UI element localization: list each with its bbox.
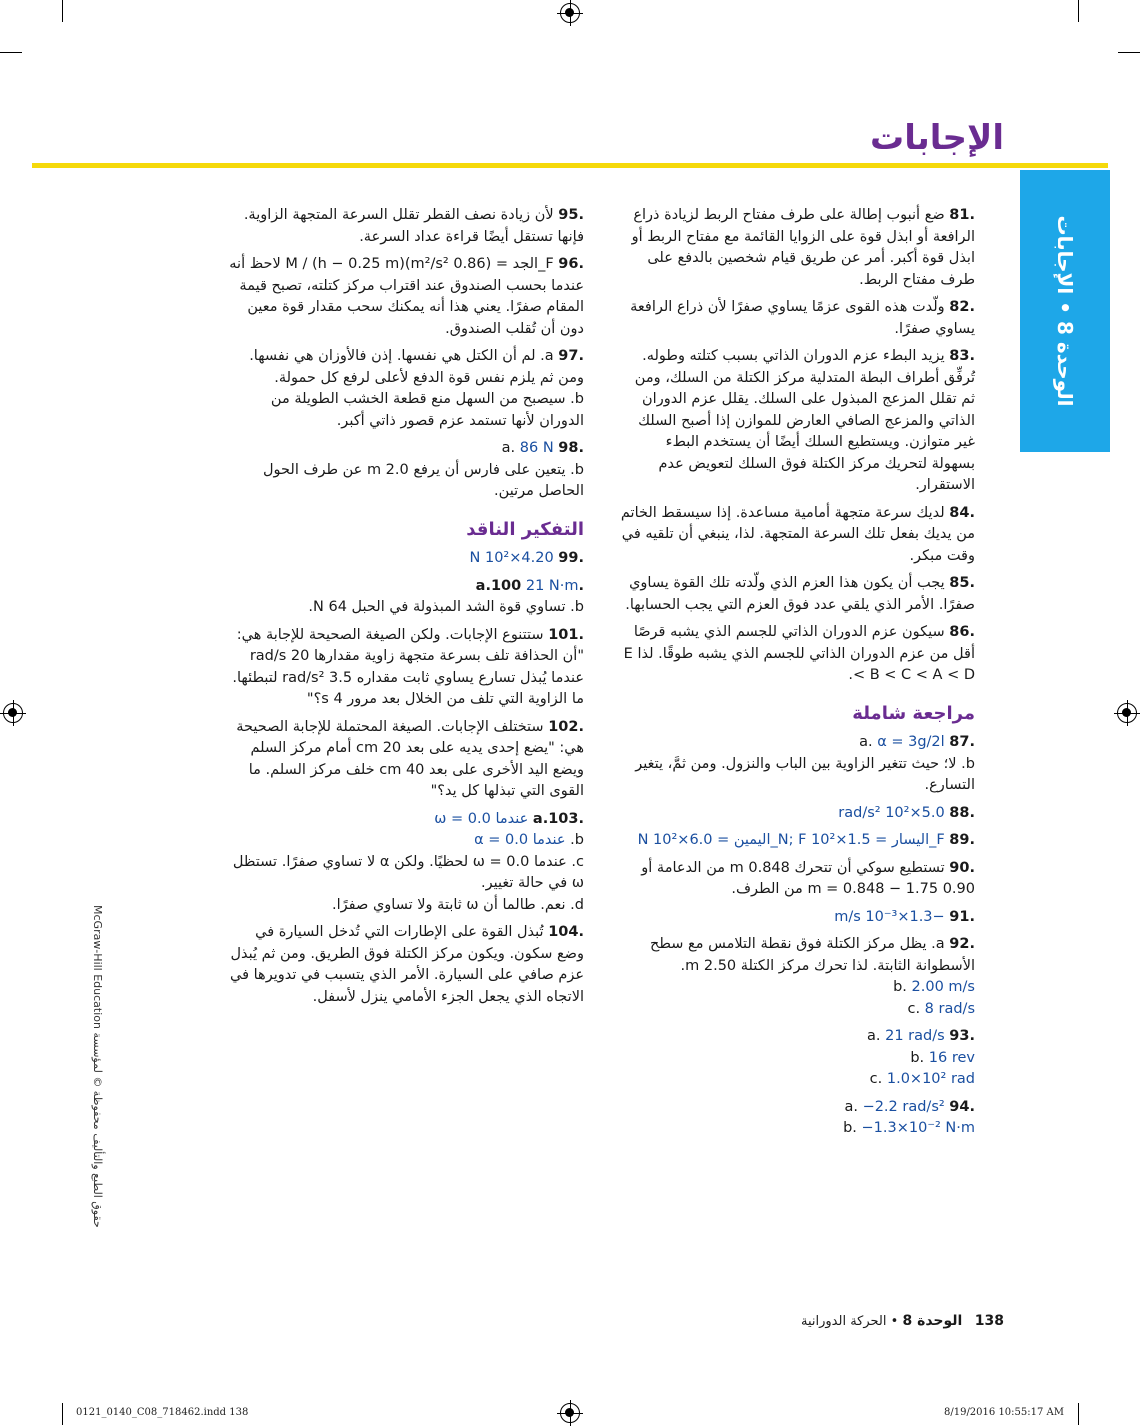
answer-item: .84 لديك سرعة متجهة أمامية مساعدة. إذا سيسقط الخاتم من يديك بفعل تلك السرعة المتجهة. لذا، ينبغي أن تلقيه في وقت مبكر. xyxy=(620,504,975,564)
answer-item: .89 F_اليسار = 1.5×10² N; F_اليمين = 6.0×10² N xyxy=(637,832,975,848)
answer-item: .95 لأن زيادة نصف القطر تقلل السرعة المتجهة الزاوية. فإنها تستقل أيضًا قراءة عداد السرعة. xyxy=(243,207,584,245)
registration-mark-bottom xyxy=(560,1403,580,1423)
answer-item: .a.100 21 N·m b. تساوي قوة الشد المبذولة في الحبل 64 N. xyxy=(308,577,584,615)
answer-item: .97 a. لم أن الكتل هي نفسها. إذن فالأوزان هي نفسها. ومن ثم يلزم نفس قوة الدفع لأعلى لرفع كل حمولة. b. سيصبح من السهل منع قطعة الخشب الطويلة من الدوران لأنها تستمد عزم قصور ذاتي أكبر. xyxy=(249,348,584,429)
footer-unit: الوحدة 8 xyxy=(902,1313,963,1329)
answer-item: .91 −1.3×10⁻³ m/s xyxy=(834,908,975,925)
answer-item: .101 ستتنوع الإجابات. ولكن الصيغة الصحيحة للإجابة هي: "أن الحذافة تلف بسرعة متجهة زاوية مقدارها 20 rad/s عندما يُبذل تسارع يساوي ثابت مقداره 3.5 rad/s² لتبطئها. ما الزاوية التي تلف من الخلال بعد مرور 4 s؟" xyxy=(232,626,584,707)
answer-item: .82 ولّدت هذه القوى عزمًا يساوي صفرًا لأن ذراع الرافعة يساوي صفرًا. xyxy=(630,299,975,337)
slug-date: 8/19/2016 10:55:17 AM xyxy=(943,1407,1064,1418)
answer-item: .99 4.20×10² N xyxy=(469,550,584,566)
answer-item: .98 a. 86 N b. يتعين على فارس أن يرفع 2.0 m عن طرف الحول الحاصل مرتين. xyxy=(263,440,584,499)
right-column xyxy=(620,205,975,1146)
side-tab xyxy=(1020,170,1110,452)
page-footer: 138 الوحدة 8 • الحركة الدورانية xyxy=(801,1313,1004,1329)
section-heading: التفكير الناقد xyxy=(466,518,584,540)
answer-item: .92 a. يظل مركز الكتلة فوق نقطة التلامس مع سطح الأسطوانة الثابتة. لذا تحرك مركز الكتلة 2.50 m. b. 2.00 m/s c. 8 rad/s xyxy=(650,936,975,1017)
side-tab-label: الوحدة 8 • الإجابات xyxy=(1053,215,1077,407)
answer-item: .96 F_الجد = (0.86 m²/s²)M / (h − 0.25 m) لاحظ أنه عندما بحسب الصندوق عند اقتراب مركز كتلته، تصبح قيمة المقام صفرًا. يعني هذا أنه يمكنك سحب مقدار قوة معين دون أن تُقلب الصندوق. xyxy=(229,256,584,337)
registration-mark-right xyxy=(1117,703,1137,723)
slug-file: 0121_0140_C08_718462.indd 138 xyxy=(76,1407,249,1418)
answer-item: .a.103 عندما ω = 0.0 b. عندما α = 0.0 c. عندما ω = 0.0 لحظيًا. ولكن α لا تساوي صفرًا. تستظل ω في حالة تغيير. d. نعم. طالما أن ω ثابتة ولا تساوي صفرًا. xyxy=(232,810,584,913)
answer-item: .93 a. 21 rad/s b. 16 rev c. 1.0×10² rad xyxy=(867,1028,975,1087)
footer-topic: الحركة الدورانية xyxy=(801,1314,887,1329)
answer-item: .83 يزيد البطء عزم الدوران الذاتي بسبب كتلته وطوله. تُرفِّق أطراف البطة المتدلية مركز الكتلة من السلك، ومن ثم تقلل المزعج المبذول على السلك. يقلل عزم الدوران الذاتي والمزعج الصافي العارض للموازن إذا أصبح السلك غير متوازن. ويستطيع السلك أيضًا أن يستخدم البطء بسهولة لتحريك مركز الكتلة فوق السلك لتعويض عدم الاستقرار. xyxy=(634,348,975,493)
registration-mark-top xyxy=(560,3,580,23)
registration-mark-left xyxy=(3,703,23,723)
answer-item: .88 5.0×10² rad/s² xyxy=(838,804,975,821)
page-number: 138 xyxy=(974,1313,1004,1329)
answer-item: .104 تُبذل القوة على الإطارات التي تُدخل السيارة في وضع سكون. ويكون مركز الكتلة فوق الطريق. ومن ثم يُبذل عزم صافي على السيارة. الأمر الذي يتسبب في تدويرها في الاتجاه الذي يجعل الجزء الأمامي ينزل لأسفل. xyxy=(230,924,584,1005)
section-heading: مراجعة شاملة xyxy=(852,702,975,724)
copyright-vertical: حقوق الطبع والتأليف محفوظة © لمؤسسة McGraw-Hill Education xyxy=(91,905,104,1228)
answer-item: .90 تستطيع سوكي أن تتحرك 0.848 m من الدعامة أو 0.90 m = 0.848 − 1.75 من الطرف. xyxy=(641,859,975,897)
answer-item: .87 a. α = 3g/2l b. لا؛ حيث تتغير الزاوية بين الباب والنزول. ومن ثمَّ، يتغير التسارع. xyxy=(635,734,975,793)
page-title: الإجابات xyxy=(870,118,1004,158)
answer-item: .86 سيكون عزم الدوران الذاتي للجسم الذي يشبه قرصًا أقل من عزم الدوران الذاتي للجسم الذي يشبه طوقًا. لذا E < B < C < A < D. xyxy=(623,624,975,683)
answer-item: .102 ستختلف الإجابات. الصيغة المحتملة للإجابة الصحيحة هي: "يضع إحدى يديه على بعد 20 cm أمام مركز السلم ويضع اليد الأخرى على بعد 40 cm خلف مركز السلم. ما القوى التي تبذلها كل يد؟" xyxy=(236,718,584,799)
title-rule xyxy=(32,163,1108,168)
left-column xyxy=(229,205,584,1014)
answer-item: .81 ضع أنبوب إطالة على طرف مفتاح الربط لزيادة ذراع الرافعة أو ابذل قوة على الزوايا القائمة مع مفتاح الربط أو ابذل قوة أكبر. أمر عن طريق قيام شخصين بالدفع على طرف مفتاح الربط. xyxy=(631,207,975,288)
answer-item: .94 a. −2.2 rad/s² b. −1.3×10⁻² N·m xyxy=(843,1098,975,1136)
answer-item: .85 يجب أن يكون هذا العزم الذي ولّدته تلك القوة يساوي صفرًا. الأمر الذي يلقي عدد فوق العزم التي يجب الحسابها. xyxy=(625,575,975,613)
